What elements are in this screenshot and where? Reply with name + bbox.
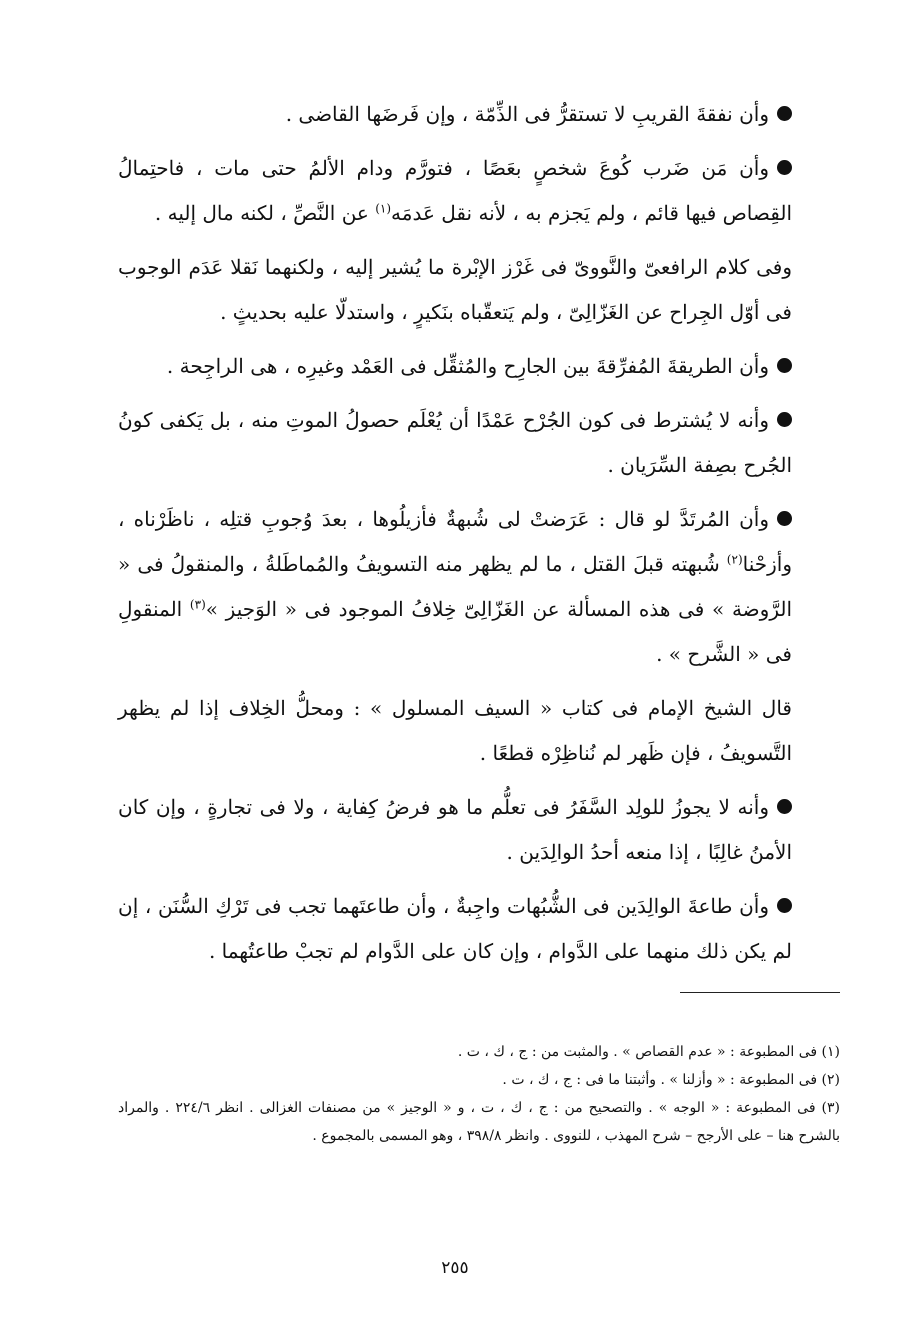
paragraph-2: وأن مَن ضَرب كُوعَ شخصٍ بعَصًا ، فتورَّم ودام الألمُ حتى مات ، فاحتِمالُ القِصاص فيها قائم ، ولم يَجزم به ، لأنه نقل عَدمَه$^{(١)}$ عن النَّصِّ ، لكنه مال إليه . [118, 156, 792, 225]
footnote-ref: (٢) [726, 552, 743, 567]
bullet-icon [777, 106, 792, 121]
paragraph-9: وأن طاعةَ الوالِدَين فى الشُّبُهات واجِبةٌ ، وأن طاعتَهما تجب فى تَرْكِ السُّنَن ، إن لم يكن ذلك منهما على الدَّوام ، وإن كان على الدَّوام لم تجبْ طاعتُهما . [118, 894, 792, 963]
main-text [118, 92, 792, 983]
paragraph-8: وأنه لا يجوزُ للولِد السَّفَرُ فى تعلُّم ما هو فرضُ كِفاية ، ولا فى تجارةٍ ، وإن كان الأمنُ غالِبًا ، إذا منعه أحدُ الوالِدَين . [118, 795, 792, 864]
footnote-ref: (١) [375, 201, 392, 216]
paragraph-5: وأنه لا يُشترط فى كون الجُرْح عَمْدًا أن يُعْلَم حصولُ الموتِ منه ، بل يَكفى كونُ الجُرح بصِفة السِّرَيان . [118, 408, 792, 477]
paragraph-4: وأن الطريقةَ المُفرِّقةَ بين الجارِح والمُثقِّل فى العَمْد وغيرِه ، هى الراجِحة . [118, 344, 792, 389]
page-number: ٢٥٥ [441, 1258, 469, 1278]
footnote-divider [680, 992, 840, 993]
footnotes [118, 1038, 840, 1150]
footnote-1: (١) فى المطبوعة : « عدم القصاص » . والمثبت من : ج ، ك ، ت . [457, 1044, 840, 1060]
footnote-2: (٢) فى المطبوعة : « وأزلنا » . وأثبتنا ما فى : ج ، ك ، ت . [502, 1072, 840, 1088]
bullet-icon [777, 160, 792, 175]
footnote-3: (٣) فى المطبوعة : « الوجه » . والتصحيح من : ج ، ك ، ت ، و « الوجيز » من مصنفات الغزالى . انظر ٢٢٤/٦ . والمراد بالشرح هنا – على الأرجح – شرح المهذب ، للنووى . وانظر ٣٩٨/٨ ، وهو المسمى بالمجموع . [118, 1100, 840, 1144]
bullet-icon [777, 799, 792, 814]
paragraph-3: وفى كلام الرافعىّ والنَّووىّ فى غَرْز الإبْرة ما يُشير إليه ، ولكنهما نَقلا عَدَم الوجوب فى أوّل الجِراح عن الغَزّالِىّ ، ولم يَتعقّباه بنَكيرٍ ، واستدلّا عليه بحديثٍ . [118, 255, 792, 324]
bullet-icon [777, 898, 792, 913]
paragraph-6: وأن المُرتَدَّ لو قال : عَرَضتْ لى شُبهةٌ فأزيلُوها ، بعدَ وُجوبِ قتلِه ، ناظَرْناه ، وأزحْنا$^{(٢)}$ شُبهته قبلَ القتل ، ما لم يظهر منه التسويفُ والمُماطَلةُ ، والمنقولُ فى « الرَّوضة » فى هذه المسألة عن الغَزّالِىّ خِلافُ الموجود فى « الوَجيز »$^{(٣)}$ المنقولِ فى « الشَّرح » . [118, 507, 793, 666]
bullet-icon [777, 358, 792, 373]
footnote-ref: (٣) [189, 597, 206, 612]
paragraph-1: وأن نفقةَ القريبِ لا تستقرُّ فى الذِّمّة ، وإن فَرضَها القاضى . [118, 92, 792, 137]
bullet-icon [777, 412, 792, 427]
bullet-icon [777, 511, 792, 526]
paragraph-7: قال الشيخ الإمام فى كتاب « السيف المسلول » : ومحلُّ الخِلاف إذا لم يظهر التَّسويفُ ، فإن ظَهر لم نُناظِرْه قطعًا . [118, 696, 792, 765]
